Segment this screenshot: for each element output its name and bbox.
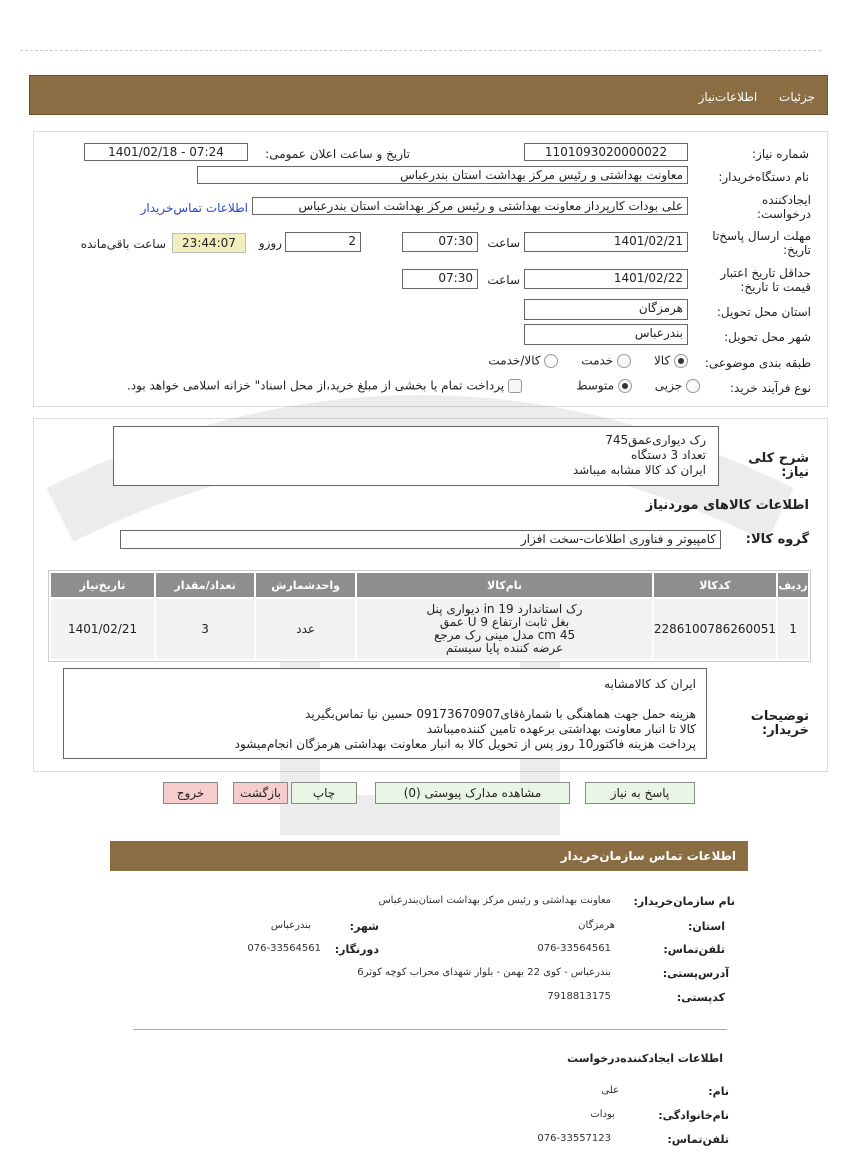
col-unit: واحدشمارش — [256, 573, 355, 597]
cell-code: 2286100786260051 — [654, 599, 776, 659]
cell-name-line-2: بغل ثابت ارتفاع 9 U عمق — [439, 615, 570, 629]
payment-checkbox[interactable] — [508, 379, 522, 393]
creator-name-value: علی — [601, 1085, 619, 1096]
contact-org-label: نام سازمان‌خریدار: — [633, 895, 735, 908]
category-goods-service-radio[interactable] — [544, 354, 558, 368]
process-label: نوع فرآیند خرید: — [730, 381, 811, 395]
category-service-label: خدمت — [581, 353, 614, 368]
days-field: 2 — [285, 232, 361, 252]
deadline-date-field: 1401/02/21 — [524, 232, 688, 252]
process-medium-label: متوسط — [576, 378, 615, 393]
payment-text: پرداخت تمام یا بخشی از مبلغ خرید،از محل اسناد" خزانه اسلامی خواهد بود. — [126, 378, 505, 393]
back-button[interactable]: بازگشت — [233, 782, 288, 804]
col-name: نام‌کالا — [357, 573, 652, 597]
cell-name-line-3: 45 cm مدل مینی رک مرجع — [433, 628, 576, 642]
creator-name-label: نام: — [708, 1085, 729, 1098]
creator-phone-label: تلفن‌تماس: — [667, 1133, 729, 1146]
contact-org-value: معاونت بهداشتی و رئیس مرکز بهداشت استان‌بندرعباس — [378, 895, 611, 906]
table-header-row — [51, 573, 808, 597]
contact-address-label: آدرس‌پستی: — [662, 967, 729, 980]
buyer-org-field: معاونت بهداشتی و رئیس مرکز بهداشت استان بندرعباس — [197, 166, 688, 184]
tab-need-info[interactable]: اطلاعات‌نیاز — [698, 90, 758, 104]
summary-line-1: رک دیواری‌عمق745 — [605, 433, 706, 447]
top-divider — [20, 50, 821, 51]
notes-line-1: ایران کد کالامشابه — [604, 677, 696, 691]
days-label: روزو — [258, 236, 282, 250]
summary-line-2: تعداد 3 دستگاه — [631, 448, 706, 462]
contact-divider — [133, 1029, 727, 1030]
deadline-label: مهلت ارسال پاسخ‌تا تاریخ: — [712, 229, 811, 257]
notes-box — [63, 668, 707, 759]
validity-time-label: ساعت — [487, 273, 520, 287]
province-field: هرمزگان — [524, 299, 688, 320]
contact-city-label: شهر: — [349, 920, 379, 933]
col-index: ردیف — [778, 573, 808, 597]
summary-label: شرح کلی نیاز: — [748, 451, 809, 480]
page-header — [29, 75, 828, 115]
cell-unit: عدد — [256, 599, 355, 659]
province-label: استان محل تحویل: — [716, 305, 811, 319]
exit-button[interactable]: خروج — [163, 782, 218, 804]
creator-field: علی بودات کارپرداز معاونت بهداشتی و رئیس مرکز بهداشت استان بندرعباس — [252, 197, 688, 215]
print-button[interactable]: چاپ — [291, 782, 357, 804]
notes-line-3: هزینه حمل جهت هماهنگی با شمارۀقای09173670907 حسین نیا تماس‌بگیرید — [305, 707, 696, 721]
col-code: کدکالا — [654, 573, 776, 597]
creator-family-value: بودات — [590, 1109, 615, 1120]
contact-city-value: بندرعباس — [270, 920, 311, 931]
contact-address-value: بندرعباس - کوی 22 بهمن - بلوار شهدای محراب کوچه کوثر6 — [357, 967, 611, 978]
contact-section-title: اطلاعات تماس سازمان‌خریدار — [110, 841, 748, 871]
tab-details[interactable]: جزئیات — [779, 90, 815, 104]
col-date: تاریخ‌نیاز — [51, 573, 154, 597]
contact-phone-value: 076-33564561 — [537, 943, 611, 954]
validity-time-field: 07:30 — [402, 269, 478, 289]
cell-name — [357, 599, 652, 659]
category-goods-service-label: کالا/خدمت — [488, 353, 541, 368]
cell-name-line-4: عرضه کننده پایا سیستم — [445, 641, 564, 655]
notes-line-5: پرداخت هزینه فاکتور10 روز پس از تحویل کالا به انبار معاونت بهداشتی هرمزگان انجام‌میشود — [234, 737, 696, 751]
category-goods-label: کالا — [653, 353, 671, 368]
cell-qty: 3 — [156, 599, 254, 659]
col-qty: تعداد/مقدار — [156, 573, 254, 597]
notes-label: توضیحات خریدار: — [750, 709, 809, 738]
cell-date: 1401/02/21 — [51, 599, 154, 659]
category-goods-radio[interactable] — [674, 354, 688, 368]
category-label: طبقه بندی موضوعی: — [704, 356, 811, 370]
process-minor-label: جزیی — [654, 378, 683, 393]
announce-label: تاریخ و ساعت اعلان عمومی: — [265, 147, 410, 161]
buyer-org-label: نام دستگاه‌خریدار: — [718, 170, 809, 184]
contact-postal-label: کدپستی: — [676, 991, 725, 1004]
summary-line-3: ایران کد کالا مشابه میباشد — [572, 463, 706, 477]
process-medium-radio[interactable] — [618, 379, 632, 393]
table-row[interactable] — [51, 599, 808, 659]
goods-section-title: اطلاعات کالاهای موردنیاز — [645, 498, 809, 513]
need-number-label: شماره نیاز: — [752, 147, 809, 161]
need-number-field: 1101093020000022 — [524, 143, 688, 161]
attachments-button[interactable]: مشاهده مدارک پیوستی (0) — [375, 782, 570, 804]
creator-phone-value: 076-33557123 — [537, 1133, 611, 1144]
notes-line-2 — [74, 692, 696, 707]
contact-fax-label: دورنگار: — [334, 943, 379, 956]
cell-index: 1 — [778, 599, 808, 659]
contact-fax-value: 076-33564561 — [247, 943, 321, 954]
remaining-timer: 23:44:07 — [172, 233, 246, 253]
announce-field: 1401/02/18 - 07:24 — [84, 143, 248, 161]
process-options — [565, 378, 700, 393]
validity-date-field: 1401/02/22 — [524, 269, 688, 289]
city-field: بندرعباس — [524, 324, 688, 345]
reply-button[interactable]: پاسخ به نیاز — [585, 782, 695, 804]
notes-line-4: کالا تا انبار معاونت بهداشتی بر‌عهده تامین کننده‌میباشد — [426, 722, 696, 736]
goods-group-field: کامپیوتر و فناوری اطلاعات-سخت افزار — [120, 530, 721, 549]
category-options — [448, 353, 688, 368]
summary-box — [113, 426, 719, 486]
contact-phone-label: تلفن‌تماس: — [663, 943, 725, 956]
contact-postal-value: 7918813175 — [547, 991, 611, 1002]
category-service-radio[interactable] — [617, 354, 631, 368]
creator-section-title: اطلاعات ایجادکننده‌درخواست — [567, 1052, 723, 1065]
goods-group-label: گروه کالا: — [745, 532, 809, 547]
city-label: شهر محل تحویل: — [724, 330, 811, 344]
process-minor-radio[interactable] — [686, 379, 700, 393]
items-table — [48, 570, 811, 662]
creator-family-label: نام‌خانوادگی: — [658, 1109, 729, 1122]
cell-name-line-1: رک استاندارد 19 in دیواری پنل — [426, 602, 583, 616]
contact-province-label: استان: — [688, 920, 725, 933]
validity-label: حداقل تاریخ اعتبار قیمت تا تاریخ: — [720, 266, 811, 294]
creator-label: ایجادکننده درخواست: — [757, 193, 811, 221]
deadline-time-label: ساعت — [487, 236, 520, 250]
payment-option — [70, 378, 522, 393]
buyer-contact-link[interactable]: اطلاعات تماس‌خریدار — [140, 201, 248, 215]
deadline-time-field: 07:30 — [402, 232, 478, 252]
remaining-label: ساعت باقی‌مانده — [80, 237, 166, 251]
contact-province-value: هرمزگان — [578, 920, 615, 931]
